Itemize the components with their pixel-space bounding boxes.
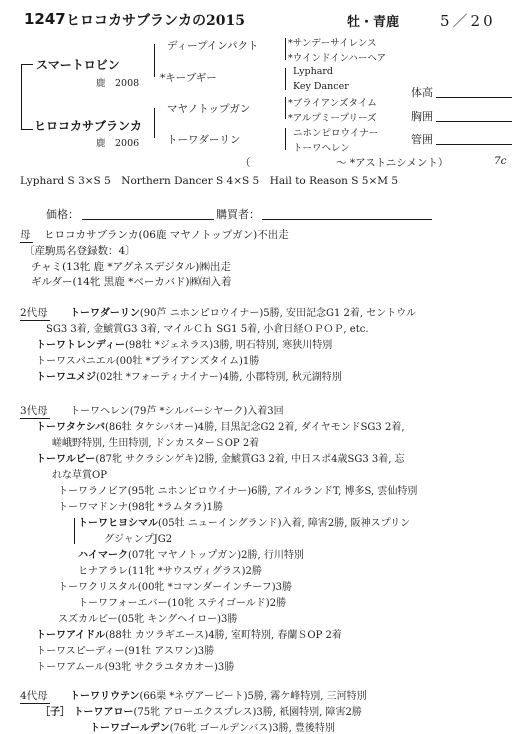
row-text: トーワヘレン(79芦 *シルバーシヤーク)入着3回: [70, 406, 284, 417]
third-dam-row-4: [36, 450, 405, 465]
dam-line-1: ヒロコカサブランカ(06鹿 マヤノトップガン)不出走: [44, 229, 289, 241]
pedigree-bracket-gg1: [285, 38, 286, 60]
third-dam-row-11: [78, 562, 262, 577]
chest-field[interactable]: [436, 121, 512, 122]
third-dam-row-10: [78, 546, 304, 561]
third-dam-row-8: [78, 514, 410, 529]
second-dam-row-4: [36, 352, 259, 367]
ggp-1: *サンデーサイレンス: [288, 38, 377, 49]
row-text: トーワマドンナ(98牝 *ラムタラ)1勝: [58, 502, 223, 513]
row-bold: ハイマーク: [78, 550, 128, 561]
row-text: (07牝 マヤノトップガン)2勝, 行川特別: [128, 550, 304, 561]
row-bold: トーワリウテン: [70, 691, 140, 702]
row-text: (86牡 タケシバオー)4勝, 目黒記念G2 2着, ダイヤモンドSG3 2着,: [105, 422, 405, 433]
fourth-dam-label: 4代母: [20, 690, 48, 702]
breeder-left-paren: （: [240, 157, 251, 169]
buyer-field[interactable]: [262, 219, 432, 220]
row-text: SG3 3着, 金鯱賞G3 3着, マイルＣｈ SG1 5着, 小倉日経ＯＰＯＰ, etc.: [46, 324, 369, 335]
ggp-3: Lyphard: [293, 66, 333, 77]
cannon-field[interactable]: [436, 144, 512, 145]
third-dam-row-1: [70, 402, 284, 417]
price-label: 価格：: [46, 208, 79, 221]
third-dam-row-12: [58, 578, 292, 593]
fourth-dam-row-1: [70, 687, 367, 702]
third-dam-row-17: [36, 658, 234, 673]
second-dam-label: 2代母: [20, 307, 48, 319]
fourth-dam-row-2: [40, 703, 362, 718]
row-bold: トーワアイドル: [36, 630, 106, 641]
row-text: (98牡 *ジェネラス)3勝, 明石特別, 寒狭川特別: [124, 340, 333, 351]
fourth-dam-row-3: [90, 719, 335, 734]
price-field[interactable]: [82, 219, 214, 220]
pedigree-bracket-gg4: [285, 128, 286, 150]
pedigree-bracket-main-bottom: [21, 129, 33, 130]
ggp-7: ニホンピロウイナー: [293, 128, 379, 139]
second-dam-row-2: [46, 320, 369, 335]
family-number: 7c: [494, 155, 507, 167]
third-dam-tree-line: [74, 518, 75, 544]
cannon-label: 管囲: [411, 133, 433, 146]
row-text: グジャンプJG2: [104, 534, 173, 545]
body-height-label: 体高: [411, 86, 433, 99]
third-dam-row-2: [36, 418, 405, 433]
pedigree-bracket-main: [21, 64, 22, 130]
ggp-8: トーワヘレン: [293, 143, 350, 154]
row-bold: トーワヒヨシマル: [78, 518, 158, 529]
row-text: (76牝 ゴールデンバス)3勝, 豊後特別: [169, 723, 335, 734]
row-bold: トーワゴールデン: [90, 723, 170, 734]
dam-section-label: 母: [20, 229, 31, 241]
buyer-label: 購買者：: [216, 208, 260, 221]
sire-name: スマートロビン: [36, 58, 120, 72]
birth-date: 5／20: [440, 12, 496, 30]
ggp-4: Key Dancer: [293, 81, 349, 92]
row-text: (75牝 アローエクスプレス)3勝, 祇園特別, 障害2勝: [133, 707, 362, 718]
dam-line-4: ギルダー(14牝 黒鹿 *ベーカバド)㈱㈲入着: [31, 276, 232, 288]
second-dam-row-1: [70, 304, 416, 319]
row-text: (02牡 *フォーティナイナー)4勝, 小郡特別, 秋元湖特別: [96, 372, 342, 383]
third-dam-label: 3代母: [20, 405, 48, 417]
second-dam-row-3: [36, 336, 332, 351]
row-text: トーワクリスタル(00牝 *コマンダーインチーフ)3勝: [58, 582, 292, 593]
row-text: (90芦 ニホンピロウイナー)5勝, 安田記念G1 2着, セントウル: [139, 308, 416, 319]
row-text: トーワアムール(93牝 サクラユタカオー)3勝: [36, 662, 235, 673]
row-text: トーワフォーエバー(10牝 ステイゴールド)2勝: [78, 598, 287, 609]
third-dam-row-3: [52, 434, 259, 449]
sire-color-year: 鹿 2008: [96, 78, 140, 89]
third-dam-row-15: [36, 626, 342, 641]
inbreeding: Lyphard S 3×S 5 Northern Dancer S 4×S 5 Hail to Reason S 5×M 5: [20, 175, 399, 187]
row-bold: トーワトレンディー: [36, 340, 125, 351]
row-bold: トーワタケシバ: [36, 422, 105, 433]
row-text: 嵯峨野特別, 生田特別, ドンカスターＳOP 2着: [52, 438, 260, 449]
lot-number: 1247: [24, 10, 66, 28]
row-text: トーワスピーディー(91牡 アスワン)3勝: [36, 646, 215, 657]
pedigree-bracket-gg3: [285, 97, 286, 119]
third-dam-row-7: [58, 498, 223, 513]
dam-sire: マヤノトップガン: [167, 103, 251, 115]
third-dam-row-9: [104, 530, 172, 545]
third-dam-row-5: [52, 466, 107, 481]
ggp-2: *ウインドインハーヘア: [288, 53, 387, 64]
breeder-info: ～ *アストニシメント）: [336, 157, 449, 169]
sire-sire: ディープインパクト: [167, 40, 259, 52]
sex-color: 牡・青鹿: [347, 15, 400, 30]
row-text: (87牝 サクラシンゲキ)2勝, 金鯱賞G3 2着, 中日スポ4歳SG3 3着, 忘: [95, 454, 405, 465]
second-dam-row-5: [36, 368, 342, 383]
row-bold: トーワルビー: [36, 454, 96, 465]
row-text: トーワスパニエル(00牡 *ブライアンズタイム)1勝: [36, 356, 260, 367]
row-text: トーワラノビア(95牝 ニホンピロウイナー)6勝, アイルランドT, 博多S, 雲仙特別: [58, 486, 418, 497]
dam-line-2: 〔産駒馬名登録数：4〕: [24, 245, 136, 257]
row-text: (66栗 *ネヴアービート)5勝, 霧ケ峰特別, 三河特別: [139, 691, 367, 702]
third-dam-row-14: [58, 610, 237, 625]
dam-line-3: チャミ(13牝 鹿 *アグネスデジタル)㈱出走: [31, 261, 231, 273]
horse-title: ヒロコカサブランカの2015: [66, 13, 245, 29]
third-dam-row-6: [58, 482, 417, 497]
row-text: ヒナアラレ(11牝 *サウスヴィグラス)2勝: [78, 566, 262, 577]
row-text: れな草賞OP: [52, 470, 107, 481]
pedigree-bracket-gg2: [285, 68, 286, 90]
row-bold: ［子］ トーワアロー: [40, 707, 134, 718]
ggp-5: *ブライアンズタイム: [288, 98, 377, 109]
row-text: スズカルビー(05牝 キングヘイロー)3勝: [58, 614, 238, 625]
third-dam-row-13: [78, 594, 286, 609]
chest-label: 胸囲: [411, 110, 433, 123]
pedigree-bracket-main-top: [21, 64, 33, 65]
dam-color-year: 鹿 2006: [96, 138, 140, 149]
pedigree-bracket-dam: [154, 108, 155, 138]
third-dam-row-16: [36, 642, 214, 657]
row-text: (88牡 カツラギエース)4勝, 室町特別, 春蘭ＳOP 2着: [105, 630, 342, 641]
dam-name: ヒロコカサブランカ: [34, 119, 143, 133]
ggp-6: *アルプミープリーズ: [288, 113, 377, 124]
row-text: (05牡 ニューイングランド)入着, 障害2勝, 阪神スプリン: [158, 518, 411, 529]
sire-dam: *キーブギー: [160, 72, 217, 84]
row-bold: トーワダーリン: [70, 308, 140, 319]
pedigree-bracket-sire: [154, 44, 155, 77]
body-height-field[interactable]: [436, 97, 512, 98]
row-bold: トーワユメジ: [36, 372, 96, 383]
dam-dam: トーワダーリン: [167, 134, 241, 146]
